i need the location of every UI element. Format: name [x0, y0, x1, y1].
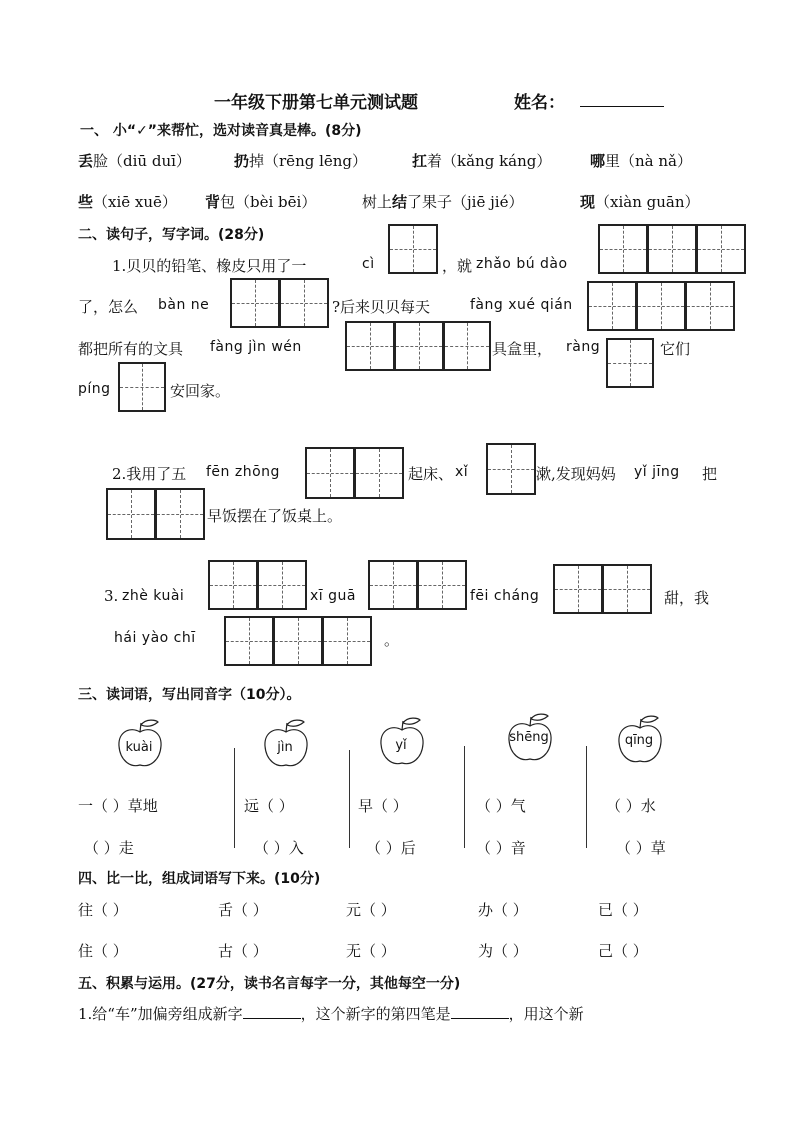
apple-pinyin: jìn: [277, 740, 293, 755]
pinyin: fēn zhōng: [206, 464, 280, 480]
sentence-text: 安回家。: [170, 382, 231, 400]
answer-blank[interactable]: [451, 1018, 509, 1019]
tianzige-box[interactable]: [443, 321, 491, 371]
sentence-text: 1.贝贝的铅笔、橡皮只用了一: [112, 257, 307, 275]
pinyin: bàn ne: [158, 297, 210, 313]
tianzige-box[interactable]: [273, 616, 323, 666]
s1-item[interactable]: 现（xiàn guān）: [580, 193, 700, 211]
apple-icon: [116, 718, 164, 770]
tianzige-box[interactable]: [696, 224, 746, 274]
pinyin: píng: [78, 381, 111, 397]
tianzige-box[interactable]: [322, 616, 372, 666]
tianzige-box[interactable]: [685, 281, 735, 331]
fill-blank[interactable]: 早（ ）: [358, 797, 408, 815]
s1-item[interactable]: 些（xiē xuē）: [78, 193, 177, 211]
section4-heading: 四、比一比，组成词语写下来。(10分): [78, 871, 321, 887]
tianzige-box[interactable]: [106, 488, 156, 540]
tianzige-box[interactable]: [279, 278, 329, 328]
fill-blank[interactable]: （ ）水: [606, 797, 656, 815]
section3-heading: 三、读词语，写出同音字（10分）。: [78, 687, 301, 703]
sentence-text: 。: [384, 631, 400, 649]
tianzige-box[interactable]: [636, 281, 686, 331]
apple-icon: [378, 716, 426, 768]
column-divider: [464, 746, 465, 848]
word-blank[interactable]: 已（ ）: [598, 901, 648, 919]
tianzige-box[interactable]: [368, 560, 418, 610]
sentence-text: 了，怎么: [78, 298, 139, 316]
tianzige-box[interactable]: [305, 447, 355, 499]
section5-heading: 五、积累与运用。(27分，读书名言每字一分，其他每空一分): [78, 976, 461, 992]
sentence-text: ，就: [442, 257, 473, 275]
s1-item[interactable]: 背包（bèi bēi）: [205, 193, 317, 211]
name-label: 姓名：: [514, 93, 565, 113]
pinyin: hái yào chī: [114, 630, 196, 646]
tianzige-box[interactable]: [388, 224, 438, 274]
pinyin: zhè kuài: [122, 588, 185, 604]
column-divider: [234, 748, 235, 848]
pinyin: yǐ jīng: [634, 464, 680, 480]
section1-heading: 一、 小“✓”来帮忙，选对读音真是棒。(8分): [80, 123, 362, 139]
tianzige-box[interactable]: [598, 224, 648, 274]
s1-item[interactable]: 扔掉（rēng lēng）: [234, 152, 368, 170]
fill-blank[interactable]: 远（ ）: [244, 797, 294, 815]
sentence-text: 早饭摆在了饭桌上。: [207, 507, 343, 525]
sentence-text: 把: [702, 465, 718, 483]
sentence-text: 它们: [660, 340, 691, 358]
pinyin: ràng: [566, 339, 601, 355]
fill-blank[interactable]: （ ）音: [476, 839, 526, 857]
word-blank[interactable]: 无（ ）: [346, 942, 396, 960]
word-blank[interactable]: 古（ ）: [218, 942, 268, 960]
fill-blank[interactable]: （ ）后: [366, 839, 416, 857]
fill-blank[interactable]: 一（ ）草地: [78, 797, 158, 815]
word-blank[interactable]: 元（ ）: [346, 901, 396, 919]
apple-pinyin: qīng: [624, 733, 654, 748]
sentence-text: 起床、: [408, 465, 454, 483]
sentence-text: 漱,发现妈妈: [536, 465, 616, 483]
column-divider: [349, 750, 350, 848]
word-blank[interactable]: 己（ ）: [598, 942, 648, 960]
pinyin: fàng xué qián: [470, 297, 573, 313]
apple-icon: [616, 714, 664, 766]
answer-blank[interactable]: [243, 1018, 301, 1019]
tianzige-box[interactable]: [118, 362, 166, 412]
name-blank[interactable]: [580, 106, 664, 107]
tianzige-box[interactable]: [394, 321, 444, 371]
word-blank[interactable]: 住（ ）: [78, 942, 128, 960]
apple-pinyin: yǐ: [395, 738, 407, 753]
tianzige-box[interactable]: [486, 443, 536, 495]
column-divider: [586, 746, 587, 848]
apple-icon: [506, 712, 554, 764]
word-blank[interactable]: 办（ ）: [478, 901, 528, 919]
tianzige-box[interactable]: [345, 321, 395, 371]
tianzige-box[interactable]: [606, 338, 654, 388]
s1-item[interactable]: 扛着（kǎng káng）: [412, 152, 552, 170]
word-blank[interactable]: 往（ ）: [78, 901, 128, 919]
tianzige-box[interactable]: [224, 616, 274, 666]
pinyin: fēi cháng: [470, 588, 540, 604]
sentence-text: ?后来贝贝每天: [332, 298, 431, 316]
sentence-text: 具盒里，: [492, 340, 553, 358]
fill-blank[interactable]: （ ）入: [254, 839, 304, 857]
s1-item[interactable]: 树上结了果子（jiē jié）: [362, 193, 524, 211]
fill-blank[interactable]: （ ）走: [84, 839, 134, 857]
question-1: 1.给“车”加偏旁组成新字 ，这个新字的第四笔是 ，用这个新: [78, 1005, 584, 1023]
tianzige-box[interactable]: [208, 560, 258, 610]
section2-heading: 二、读句子，写字词。(28分): [78, 227, 265, 243]
fill-blank[interactable]: （ ）气: [476, 797, 526, 815]
s1-item[interactable]: 丢脸（diū duī）: [78, 152, 191, 170]
sentence-text: 2.我用了五: [112, 465, 187, 483]
tianzige-box[interactable]: [553, 564, 603, 614]
tianzige-box[interactable]: [257, 560, 307, 610]
pinyin: xī guā: [310, 588, 356, 604]
word-blank[interactable]: 舌（ ）: [218, 901, 268, 919]
sentence-text: 甜，我: [664, 589, 710, 607]
pinyin: zhǎo bú dào: [476, 256, 568, 272]
word-blank[interactable]: 为（ ）: [478, 942, 528, 960]
tianzige-box[interactable]: [647, 224, 697, 274]
apple-pinyin: shēng: [509, 730, 549, 745]
apple-pinyin: kuài: [125, 740, 153, 755]
pinyin: cì: [362, 256, 375, 272]
tianzige-box[interactable]: [587, 281, 637, 331]
pinyin: xǐ: [455, 464, 469, 480]
apple-icon: [262, 718, 310, 770]
tianzige-box[interactable]: [354, 447, 404, 499]
pinyin: fàng jìn wén: [210, 339, 302, 355]
tianzige-box[interactable]: [417, 560, 467, 610]
fill-blank[interactable]: （ ）草: [616, 839, 666, 857]
tianzige-box[interactable]: [230, 278, 280, 328]
sentence-text: 3.: [104, 587, 119, 605]
tianzige-box[interactable]: [602, 564, 652, 614]
s1-item[interactable]: 哪里（nà nǎ）: [590, 152, 692, 170]
page-title: 一年级下册第七单元测试题: [214, 93, 418, 113]
sentence-text: 都把所有的文具: [78, 340, 184, 358]
tianzige-box[interactable]: [155, 488, 205, 540]
